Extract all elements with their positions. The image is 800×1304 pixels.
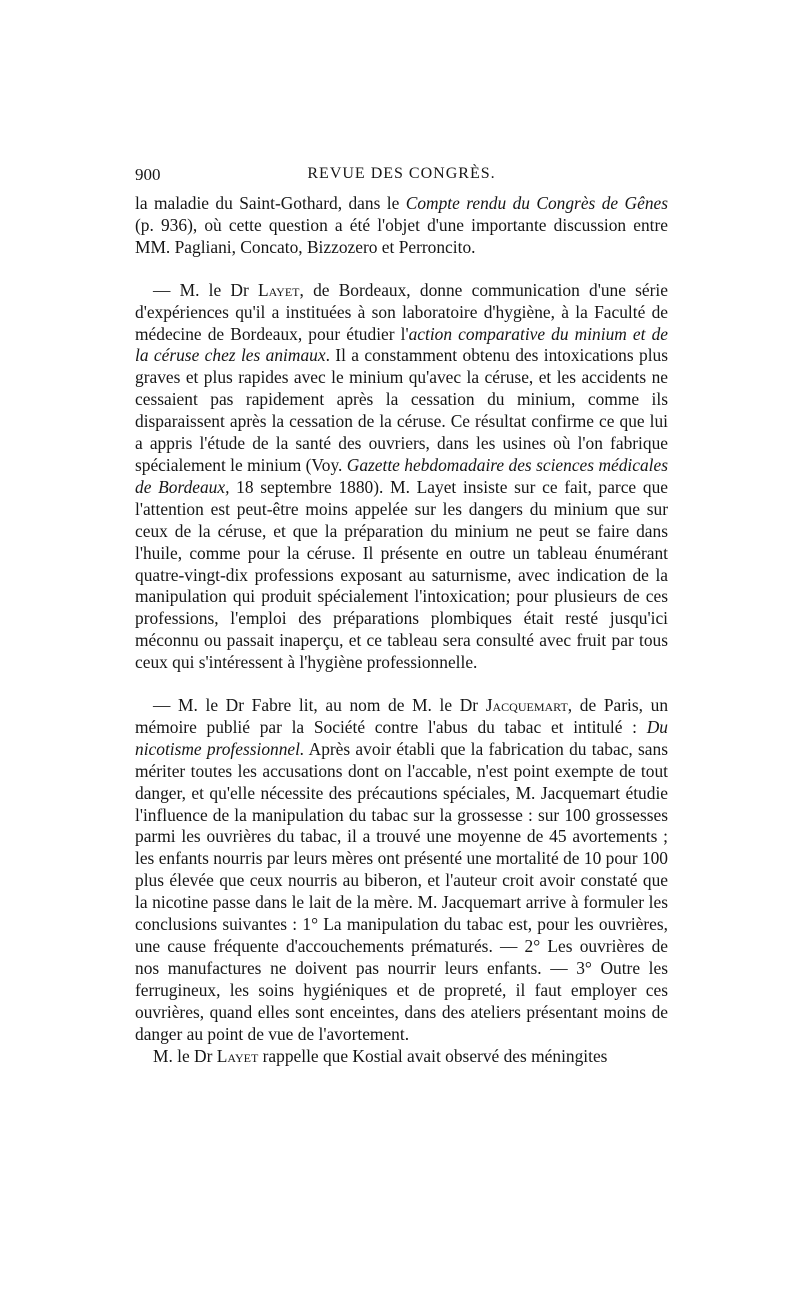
running-title: REVUE DES CONGRÈS.	[307, 165, 496, 182]
page-number: 900	[135, 165, 161, 184]
italic-text: Du nicotisme professionnel.	[135, 716, 668, 759]
italic-text: Gazette hebdomadaire des sciences médicales de Bordeaux,	[135, 454, 668, 497]
text-run: M. le Dr	[153, 1045, 217, 1066]
author-name: Layet	[216, 1045, 259, 1066]
running-header	[135, 165, 668, 187]
text-run: — M. le Dr Fabre lit, au nom de M. le Dr	[153, 695, 486, 716]
paragraph	[135, 193, 668, 259]
paragraph	[135, 695, 668, 1046]
paragraph	[135, 280, 668, 674]
paragraph	[135, 1046, 668, 1068]
text-run: 18 septembre 1880). M. Layet insiste sur ce fait, parce que l'attention est peut-être moins appelée sur les dangers du minium que sur ceux de la céruse, et que la préparation du minium ne peut se faire dans l'huile, comme pour la céruse. Il présente en outre un tableau énumérant quatre-vingt-dix professions exposant au saturnisme, avec indication de la manipulation qui produit spécialement l'intoxication; pour plusieurs de ces professions, l'emploi des préparations plombiques était resté jusqu'ici méconnu ou passait inaperçu, et ce tableau sera consulté avec fruit par tous ceux qui s'intéressent à l'hygiène professionnelle.	[135, 476, 668, 673]
author-name: Jacquemart	[485, 695, 568, 716]
italic-text: action comparative du minium et de la céruse chez les animaux	[135, 323, 668, 366]
page-body	[135, 193, 668, 1067]
text-run: . Il a constamment obtenu des intoxications plus graves et plus rapides avec le minium qu'avec la céruse, et les accidents ne cessaient pas rapidement après la cessation du minium, comme ils disparaissent après la cessation de la céruse. Ce résultat confirme ce que lui a appris l'étude de la santé des ouvriers, dans les usines où l'on fabrique spécialement le minium (Voy.	[135, 345, 668, 475]
italic-text: Compte rendu du Congrès de Gênes	[405, 193, 669, 213]
text-run: la maladie du Saint-Gothard, dans le	[135, 193, 406, 213]
author-name: Layet	[257, 279, 300, 300]
text-run: , de Paris, un mémoire publié par la Société contre l'abus du tabac et intitulé :	[135, 695, 669, 737]
text-run: (p. 936), où cette question a été l'objet d'une importante discussion entre MM. Pagliani, Concato, Bizzozero et Perroncito.	[135, 214, 668, 257]
text-run: Après avoir établi que la fabrication du tabac, sans mériter toutes les accusations dont on l'accable, n'est point exempte de tout danger, et qu'elle nécessite des précautions spéciales, M. Jacquemart étudie l'influence de la manipulation du tabac sur la grossesse : sur 100 grossesses parmi les ouvrières du tabac, il a trouvé une moyenne de 45 avortements ; les enfants nourris par leurs mères ont présenté une mortalité de 10 pour 100 plus élevée que ceux nourris au biberon, et l'auteur croit avoir constaté que la nicotine passe dans le lait de la mère. M. Jacquemart arrive à formuler les conclusions suivantes : 1° La manipulation du tabac est, pour les ouvrières, une cause fréquente d'accouchements prématurés. — 2° Les ouvrières de nos manufactures ne doivent pas nourrir leurs enfants. — 3° Outre les ferrugineux, les soins hygiéniques et de propreté, il faut employer ces ouvrières, quand elles sont enceintes, dans des ateliers présentant moins de danger au point de vue de l'avortement.	[135, 738, 668, 1044]
text-run: , de Bordeaux, donne communication d'une série d'expériences qu'il a instituées à son laboratoire d'hygiène, à la Faculté de médecine de Bordeaux, pour étudier l'	[135, 279, 668, 344]
text-run: rappelle que Kostial avait observé des méningites	[258, 1045, 608, 1066]
text-run: — M. le Dr	[153, 279, 258, 300]
